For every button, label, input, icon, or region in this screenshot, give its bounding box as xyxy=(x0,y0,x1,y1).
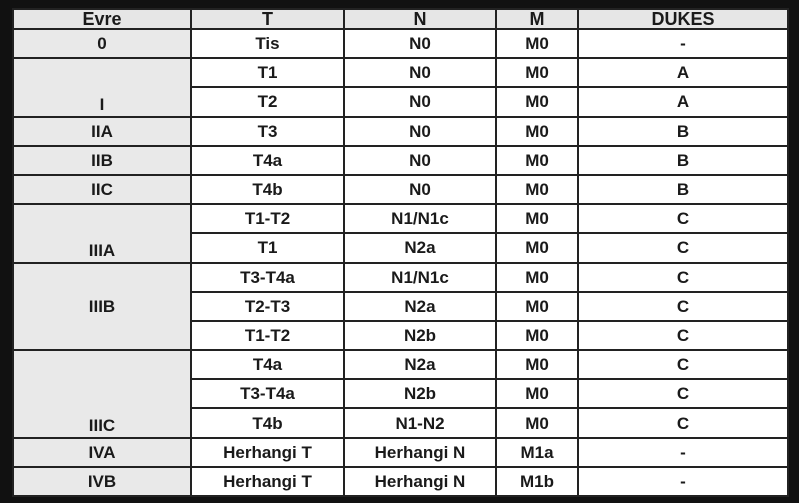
t-cell: T3-T4a xyxy=(191,379,344,408)
t-cell: T2-T3 xyxy=(191,292,344,321)
dukes-cell: A xyxy=(578,87,788,116)
stage-cell: IIIA xyxy=(13,204,191,262)
n-cell: N0 xyxy=(344,146,496,175)
stage-cell: IIC xyxy=(13,175,191,204)
m-cell: M0 xyxy=(496,146,578,175)
n-cell: N2b xyxy=(344,379,496,408)
dukes-cell: B xyxy=(578,175,788,204)
n-cell: N2b xyxy=(344,321,496,350)
t-cell: T3-T4a xyxy=(191,263,344,292)
header-t: T xyxy=(191,9,344,29)
n-cell: N0 xyxy=(344,29,496,58)
m-cell: M0 xyxy=(496,379,578,408)
m-cell: M0 xyxy=(496,87,578,116)
dukes-cell: B xyxy=(578,117,788,146)
n-cell: N2a xyxy=(344,292,496,321)
header-dukes: DUKES xyxy=(578,9,788,29)
dukes-cell: A xyxy=(578,58,788,87)
table-row xyxy=(13,263,788,292)
m-cell: M0 xyxy=(496,263,578,292)
m-cell: M0 xyxy=(496,350,578,379)
dukes-cell: - xyxy=(578,467,788,496)
t-cell: T1 xyxy=(191,58,344,87)
dukes-cell: C xyxy=(578,204,788,233)
dukes-cell: C xyxy=(578,233,788,262)
t-cell: T1-T2 xyxy=(191,204,344,233)
stage-cell: IIIB xyxy=(13,263,191,351)
table-row xyxy=(13,58,788,87)
m-cell: M0 xyxy=(496,58,578,87)
header-row xyxy=(13,9,788,29)
dukes-cell: C xyxy=(578,263,788,292)
t-cell: T4b xyxy=(191,408,344,437)
n-cell: N0 xyxy=(344,58,496,87)
header-m: M xyxy=(496,9,578,29)
t-cell: T4a xyxy=(191,146,344,175)
title-bar xyxy=(0,0,799,8)
t-cell: T4b xyxy=(191,175,344,204)
header-evre: Evre xyxy=(13,9,191,29)
m-cell: M0 xyxy=(496,29,578,58)
n-cell: N1-N2 xyxy=(344,408,496,437)
dukes-cell: - xyxy=(578,29,788,58)
t-cell: Herhangi T xyxy=(191,438,344,467)
n-cell: Herhangi N xyxy=(344,467,496,496)
m-cell: M0 xyxy=(496,408,578,437)
t-cell: T1 xyxy=(191,233,344,262)
table-row xyxy=(13,467,788,496)
stage-cell: IVA xyxy=(13,438,191,467)
n-cell: N1/N1c xyxy=(344,263,496,292)
table-row xyxy=(13,29,788,58)
n-cell: Herhangi N xyxy=(344,438,496,467)
m-cell: M0 xyxy=(496,292,578,321)
n-cell: N0 xyxy=(344,117,496,146)
m-cell: M0 xyxy=(496,321,578,350)
t-cell: T4a xyxy=(191,350,344,379)
n-cell: N1/N1c xyxy=(344,204,496,233)
t-cell: T2 xyxy=(191,87,344,116)
dukes-cell: C xyxy=(578,350,788,379)
t-cell: T3 xyxy=(191,117,344,146)
table-row xyxy=(13,146,788,175)
n-cell: N2a xyxy=(344,350,496,379)
m-cell: M1a xyxy=(496,438,578,467)
t-cell: Herhangi T xyxy=(191,467,344,496)
table-row xyxy=(13,204,788,233)
t-cell: Tis xyxy=(191,29,344,58)
table-row xyxy=(13,350,788,379)
dukes-cell: C xyxy=(578,292,788,321)
n-cell: N2a xyxy=(344,233,496,262)
m-cell: M0 xyxy=(496,204,578,233)
stage-cell: IIA xyxy=(13,117,191,146)
dukes-cell: B xyxy=(578,146,788,175)
stage-cell: 0 xyxy=(13,29,191,58)
m-cell: M1b xyxy=(496,467,578,496)
n-cell: N0 xyxy=(344,87,496,116)
m-cell: M0 xyxy=(496,233,578,262)
dukes-cell: - xyxy=(578,438,788,467)
table-row xyxy=(13,117,788,146)
staging-table xyxy=(12,8,789,497)
stage-cell: IIIC xyxy=(13,350,191,438)
table-row xyxy=(13,438,788,467)
dukes-cell: C xyxy=(578,379,788,408)
t-cell: T1-T2 xyxy=(191,321,344,350)
dukes-cell: C xyxy=(578,408,788,437)
header-n: N xyxy=(344,9,496,29)
stage-cell: IVB xyxy=(13,467,191,496)
table-row xyxy=(13,175,788,204)
m-cell: M0 xyxy=(496,175,578,204)
stage-cell: IIB xyxy=(13,146,191,175)
stage-cell: I xyxy=(13,58,191,116)
m-cell: M0 xyxy=(496,117,578,146)
n-cell: N0 xyxy=(344,175,496,204)
dukes-cell: C xyxy=(578,321,788,350)
